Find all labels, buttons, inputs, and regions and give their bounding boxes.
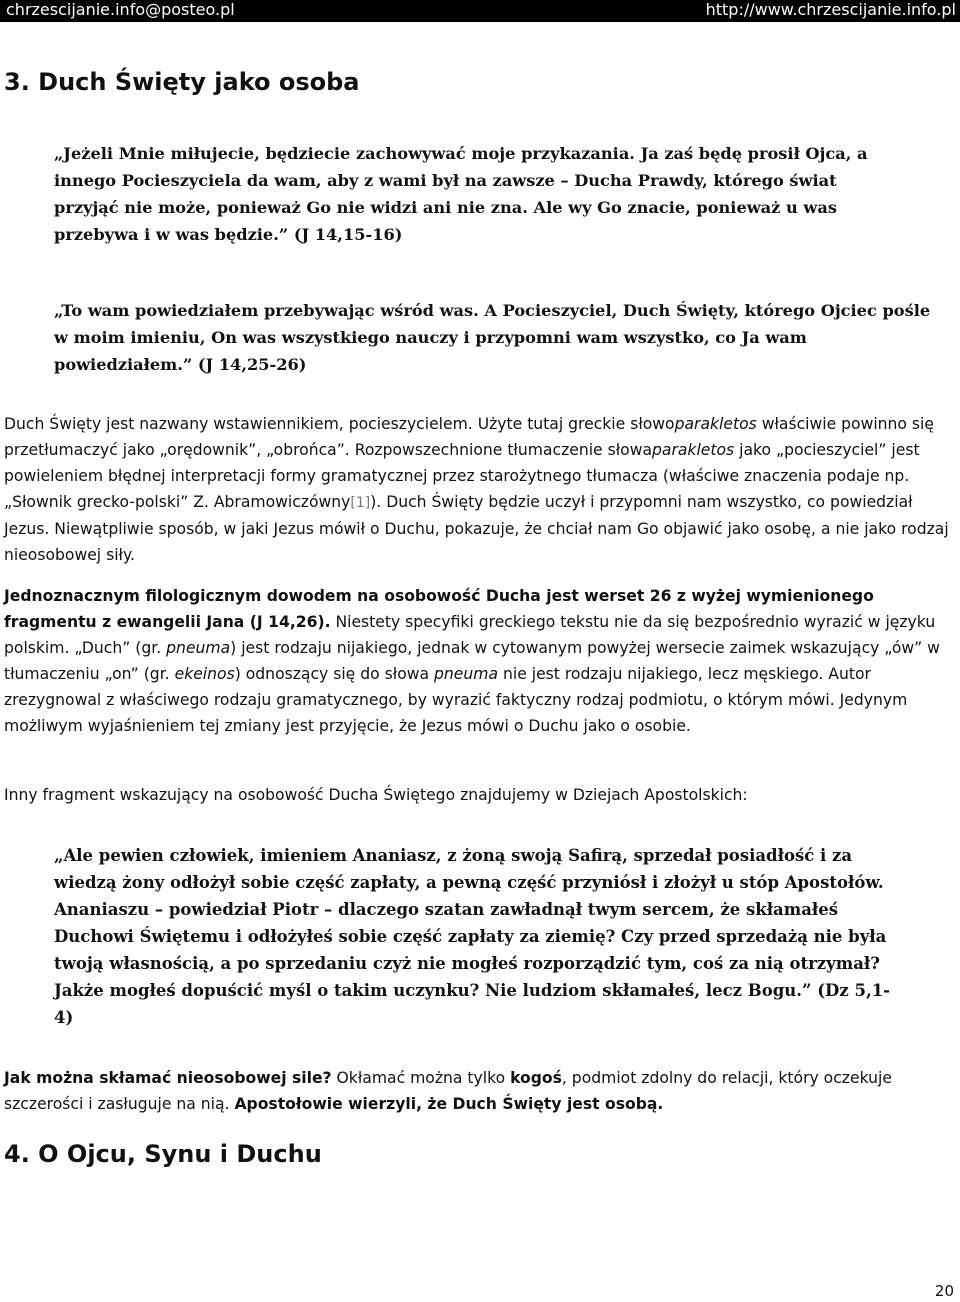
italic-term: parakletos xyxy=(674,415,757,433)
quote-reference: (J 14,25-26) xyxy=(197,355,307,374)
scripture-quote-2 xyxy=(54,297,934,378)
page-header xyxy=(0,0,960,22)
italic-term: ekeinos xyxy=(174,665,235,683)
bold-statement: Apostołowie wierzyli, że Duch Święty jest osobą. xyxy=(234,1095,664,1113)
quote-text: „Jeżeli Mnie miłujecie, będziecie zachowywać moje przykazania. Ja zaś będę prosił Ojca, a innego Pocieszyciela da wam, aby z wami był na zawsze – Ducha Prawdy, którego świat przyjąć nie może, ponieważ Go nie widzi ani nie zna. Ale wy Go znacie, ponieważ u was przebywa i w was będzie.” xyxy=(54,144,868,244)
section-4-heading: 4. O Ojcu, Synu i Duchu xyxy=(4,1140,322,1168)
paragraph-philological-proof xyxy=(4,583,956,739)
scripture-quote-3 xyxy=(54,842,904,1031)
text-run: jako „pocieszyciel” jest powieleniem błędnej interpretacji formy gramatycznej przez starożytnego tłumacza (właściwe znaczenia podaje np. „Słownik grecko-polski” Z. Abramowiczówny xyxy=(4,441,920,511)
italic-term: pneuma xyxy=(434,665,499,683)
text-run: ) odnoszący się do słowa xyxy=(234,665,434,683)
text-run: Duch Święty jest nazwany wstawiennikiem, pocieszycielem. Użyte tutaj greckie słowo xyxy=(4,415,675,433)
text-run: Okłamać można tylko xyxy=(331,1069,511,1087)
quote-text: „Ale pewien człowiek, imieniem Ananiasz, z żoną swoją Safirą, sprzedał posiadłość i za wiedzą żony odłożył sobie część zapłaty, a pewną część przyniósł i złożył u stóp Apostołów. Ananiaszu – powiedział Piotr – dlaczego szatan zawładnął twym sercem, że skłamałeś Duchowi Świętemu i odłożyłeś sobie część zapłaty za ziemię? Czy przed sprzedażą nie była twoją własnością, a po sprzedaniu czyż nie mogłeś rozporządzić tym, coś za nią otrzymał? Jakże mogłeś dopuścić myśl o takim uczynku? Nie ludziom skłamałeś, lecz Bogu.” xyxy=(54,846,887,1000)
paragraph-acts-intro: Inny fragment wskazujący na osobowość Ducha Świętego znajdujemy w Dziejach Apostolskich: xyxy=(4,786,748,804)
header-url[interactable]: http://www.chrzescijanie.info.pl xyxy=(705,0,956,19)
text-run: nie jest rodzaju nijakiego, lecz męskiego. Autor zrezygnowal z właściwego rodzaju gramatycznego, by wyrazić faktyczny rodzaj podmiotu, o którym mówi. Jedynym możliwym wyjaśnieniem tej zmiany jest przyjęcie, że Jezus mówi o Duchu jako o osobie. xyxy=(4,665,908,735)
text-run: Niestety specyfiki greckiego tekstu nie da się bezpośrednio wyrazić w języku polskim. „Duch” (gr. xyxy=(4,613,936,657)
paragraph-conclusion xyxy=(4,1065,956,1117)
bold-term: kogoś xyxy=(510,1069,562,1087)
page-number: 20 xyxy=(934,1282,954,1300)
bold-question: Jak można skłamać nieosobowej sile? xyxy=(4,1069,332,1087)
footnote-link[interactable]: [1] xyxy=(350,495,371,511)
bold-statement: Jednoznacznym filologicznym dowodem na osobowość Ducha jest werset 26 z wyżej wymienionego fragmentu z ewangelii Jana (J 14,26). xyxy=(4,587,874,631)
section-3-heading: 3. Duch Święty jako osoba xyxy=(4,68,360,96)
text-run: ). Duch Święty będzie uczył i przypomni nam wszystko, co powiedział Jezus. Niewątpliwie sposób, w jaki Jezus mówił o Duchu, pokazuje, że chciał nam Go objawić jako osobę, a nie jako rodzaj nieosobowej siły. xyxy=(4,493,949,564)
text-run: ) jest rodzaju nijakiego, jednak w cytowanym powyżej wersecie zaimek wskazujący „ów” w tłumaczeniu „on” (gr. xyxy=(4,639,940,683)
header-email[interactable]: chrzescijanie.info@posteo.pl xyxy=(6,0,235,19)
scripture-quote-1 xyxy=(54,140,874,248)
text-run: , podmiot zdolny do relacji, który oczekuje szczerości i zasługuje na nią. xyxy=(4,1069,892,1113)
italic-term: pneuma xyxy=(166,639,231,657)
quote-reference: (Dz 5,1-4) xyxy=(54,981,891,1027)
text-run: właściwie powinno się przetłumaczyć jako „orędownik”, „obrońca”. Rozpowszechnione tłumaczenie słowa xyxy=(4,415,934,459)
paragraph-parakletos xyxy=(4,411,956,568)
italic-term: parakletos xyxy=(652,441,735,459)
quote-text: „To wam powiedziałem przebywając wśród was. A Pocieszyciel, Duch Święty, którego Ojciec pośle w moim imieniu, On was wszystkiego nauczy i przypomni wam wszystko, co Ja wam powiedziałem.” xyxy=(54,301,931,374)
quote-reference: (J 14,15-16) xyxy=(293,225,403,244)
